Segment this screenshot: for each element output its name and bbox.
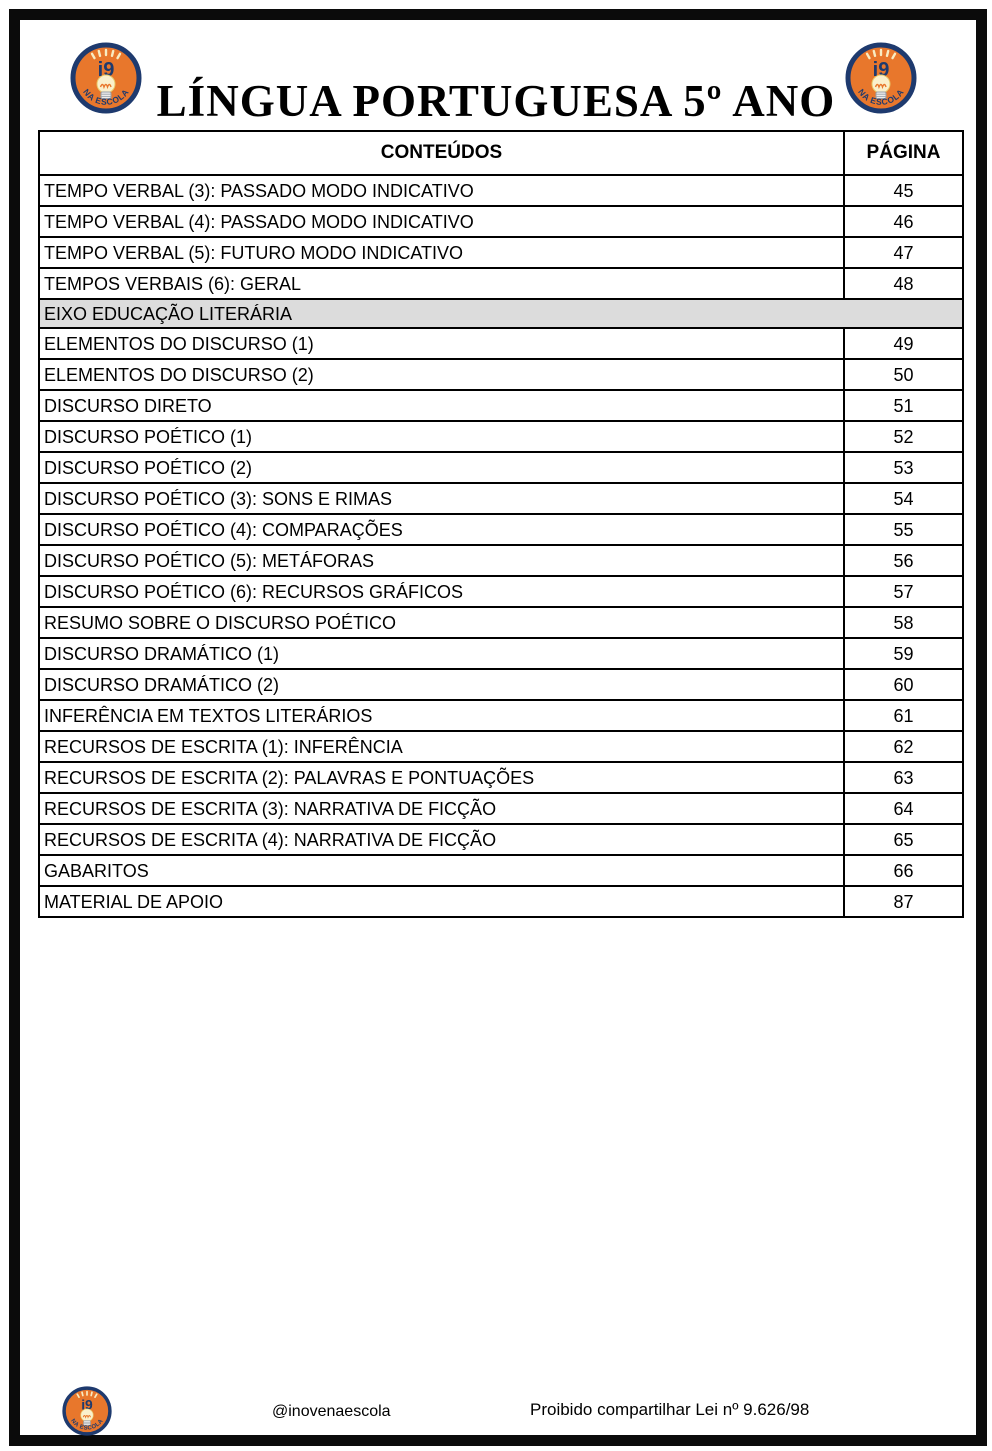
row-page-number: 54 [844,483,963,514]
row-page-number: 60 [844,669,963,700]
table-row [39,607,963,638]
table-row [39,328,963,359]
table-row [39,514,963,545]
table-row [39,175,963,206]
row-title: TEMPOS VERBAIS (6): GERAL [39,268,844,299]
row-title: RECURSOS DE ESCRITA (1): INFERÊNCIA [39,731,844,762]
toc-table [38,130,964,918]
row-title: DISCURSO POÉTICO (5): METÁFORAS [39,545,844,576]
row-title: DISCURSO POÉTICO (6): RECURSOS GRÁFICOS [39,576,844,607]
table-row [39,669,963,700]
row-title: RECURSOS DE ESCRITA (3): NARRATIVA DE FICÇÃO [39,793,844,824]
column-header-contents: CONTEÚDOS [39,131,844,175]
row-page-number: 52 [844,421,963,452]
row-title: RECURSOS DE ESCRITA (4): NARRATIVA DE FICÇÃO [39,824,844,855]
table-row [39,452,963,483]
row-page-number: 55 [844,514,963,545]
row-page-number: 63 [844,762,963,793]
row-title: DISCURSO POÉTICO (2) [39,452,844,483]
row-title: GABARITOS [39,855,844,886]
row-title: RESUMO SOBRE O DISCURSO POÉTICO [39,607,844,638]
row-title: DISCURSO DRAMÁTICO (2) [39,669,844,700]
table-row [39,421,963,452]
row-page-number: 87 [844,886,963,917]
row-title: RECURSOS DE ESCRITA (2): PALAVRAS E PONTUAÇÕES [39,762,844,793]
row-title: INFERÊNCIA EM TEXTOS LITERÁRIOS [39,700,844,731]
row-title: DISCURSO POÉTICO (3): SONS E RIMAS [39,483,844,514]
section-title: EIXO EDUCAÇÃO LITERÁRIA [39,299,963,328]
row-page-number: 49 [844,328,963,359]
table-row [39,206,963,237]
table-row [39,638,963,669]
row-page-number: 51 [844,390,963,421]
row-title: TEMPO VERBAL (4): PASSADO MODO INDICATIVO [39,206,844,237]
row-title: ELEMENTOS DO DISCURSO (1) [39,328,844,359]
footer-copyright-notice: Proibido compartilhar Lei nº 9.626/98 [530,1400,810,1419]
table-row [39,855,963,886]
table-row [39,237,963,268]
footer-social-handle: @inovenaescola [272,1403,391,1420]
table-row [39,824,963,855]
row-page-number: 47 [844,237,963,268]
row-page-number: 59 [844,638,963,669]
table-row [39,762,963,793]
row-page-number: 58 [844,607,963,638]
row-page-number: 57 [844,576,963,607]
table-row [39,793,963,824]
page-title: LÍNGUA PORTUGUESA 5º ANO [156,76,836,127]
column-header-page: PÁGINA [844,131,963,175]
row-page-number: 61 [844,700,963,731]
row-page-number: 66 [844,855,963,886]
row-title: ELEMENTOS DO DISCURSO (2) [39,359,844,390]
row-page-number: 46 [844,206,963,237]
row-page-number: 56 [844,545,963,576]
row-page-number: 65 [844,824,963,855]
i9-school-logo-icon [845,42,917,119]
row-title: DISCURSO POÉTICO (1) [39,421,844,452]
row-page-number: 48 [844,268,963,299]
toc-table-body [39,175,963,917]
row-page-number: 45 [844,175,963,206]
row-title: MATERIAL DE APOIO [39,886,844,917]
table-row [39,731,963,762]
row-page-number: 64 [844,793,963,824]
row-title: DISCURSO DRAMÁTICO (1) [39,638,844,669]
row-title: DISCURSO POÉTICO (4): COMPARAÇÕES [39,514,844,545]
table-row [39,886,963,917]
i9-school-logo-icon [62,1386,112,1441]
table-row [39,576,963,607]
table-row [39,359,963,390]
row-title: TEMPO VERBAL (5): FUTURO MODO INDICATIVO [39,237,844,268]
table-row [39,700,963,731]
table-row [39,545,963,576]
toc-header-row [39,131,963,175]
table-row [39,268,963,299]
row-page-number: 53 [844,452,963,483]
row-page-number: 62 [844,731,963,762]
section-header-row [39,299,963,328]
table-row [39,390,963,421]
table-row [39,483,963,514]
row-title: TEMPO VERBAL (3): PASSADO MODO INDICATIVO [39,175,844,206]
row-page-number: 50 [844,359,963,390]
row-title: DISCURSO DIRETO [39,390,844,421]
